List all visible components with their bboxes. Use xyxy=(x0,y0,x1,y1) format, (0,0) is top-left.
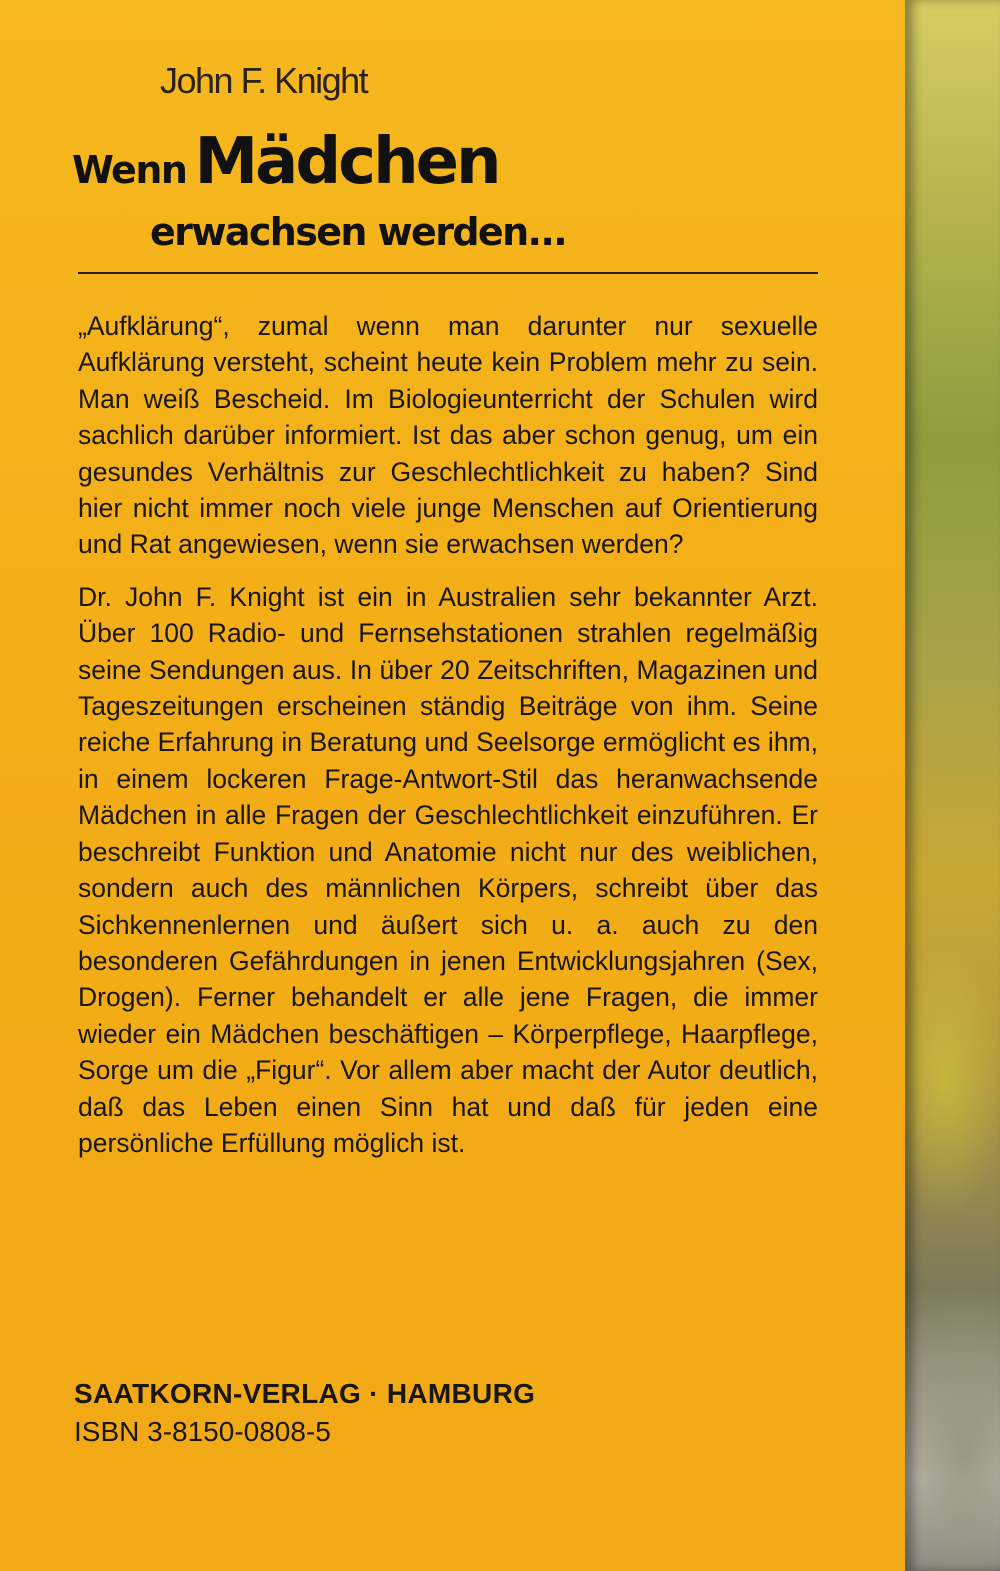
title-word-maedchen: Mädchen xyxy=(194,125,499,199)
isbn-number: ISBN 3-8150-0808-5 xyxy=(74,1416,331,1447)
front-cover-photo-edge xyxy=(905,0,1000,1571)
blurb-paragraph-1: „Aufklärung“, zumal wenn man darunter nur sexuelle Aufklärung versteht, scheint heute kein Problem mehr zu sein. Man weiß Bescheid. Im Biologieunterricht der Schulen wird sachlich darüber informiert. Ist das aber schon genug, um ein gesundes Verhältnis zur Geschlechtlichkeit zu haben? Sind hier nicht immer noch viele junge Menschen auf Orientierung und Rat angewiesen, wenn sie erwachsen werden? xyxy=(78,311,818,560)
title-divider xyxy=(78,272,818,274)
blurb-paragraph-2: Dr. John F. Knight ist ein in Australien sehr bekannter Arzt. Über 100 Radio- und Fernsehstationen strahlen regelmäßig seine Sendungen aus. In über 20 Zeitschriften, Magazinen und Tageszeitungen erscheinen ständig Beiträge von ihm. Seine reiche Erfahrung in Beratung und Seelsorge ermöglicht es ihm, in einem lockeren Frage-Antwort-Stil das heranwachsende Mädchen in alle Fragen der Geschlechtlichkeit einzuführen. Er beschreibt Funktion und Anatomie nicht nur des weiblichen, sondern auch des männlichen Körpers, schreibt über das Sichkennenlernen und äußert sich u. a. auch zu den besonderen Gefährdungen in jenen Entwicklungsjahren (Sex, Drogen). Ferner behandelt er alle jene Fragen, die immer wieder ein Mädchen beschäftigen – Körperpflege, Haarpflege, Sorge um die „Figur“. Vor allem aber macht der Autor deutlich, daß das Leben einen Sinn hat und daß für jeden eine persönliche Erfüllung möglich ist. xyxy=(78,581,818,1158)
book-title xyxy=(72,125,499,199)
title-word-wenn: Wenn xyxy=(72,148,187,192)
publisher-imprint: SAATKORN-VERLAG · HAMBURG xyxy=(74,1378,536,1409)
blurb xyxy=(78,308,818,1177)
book-subtitle: erwachsen werden... xyxy=(150,210,567,254)
author-name: John F. Knight xyxy=(160,60,368,101)
